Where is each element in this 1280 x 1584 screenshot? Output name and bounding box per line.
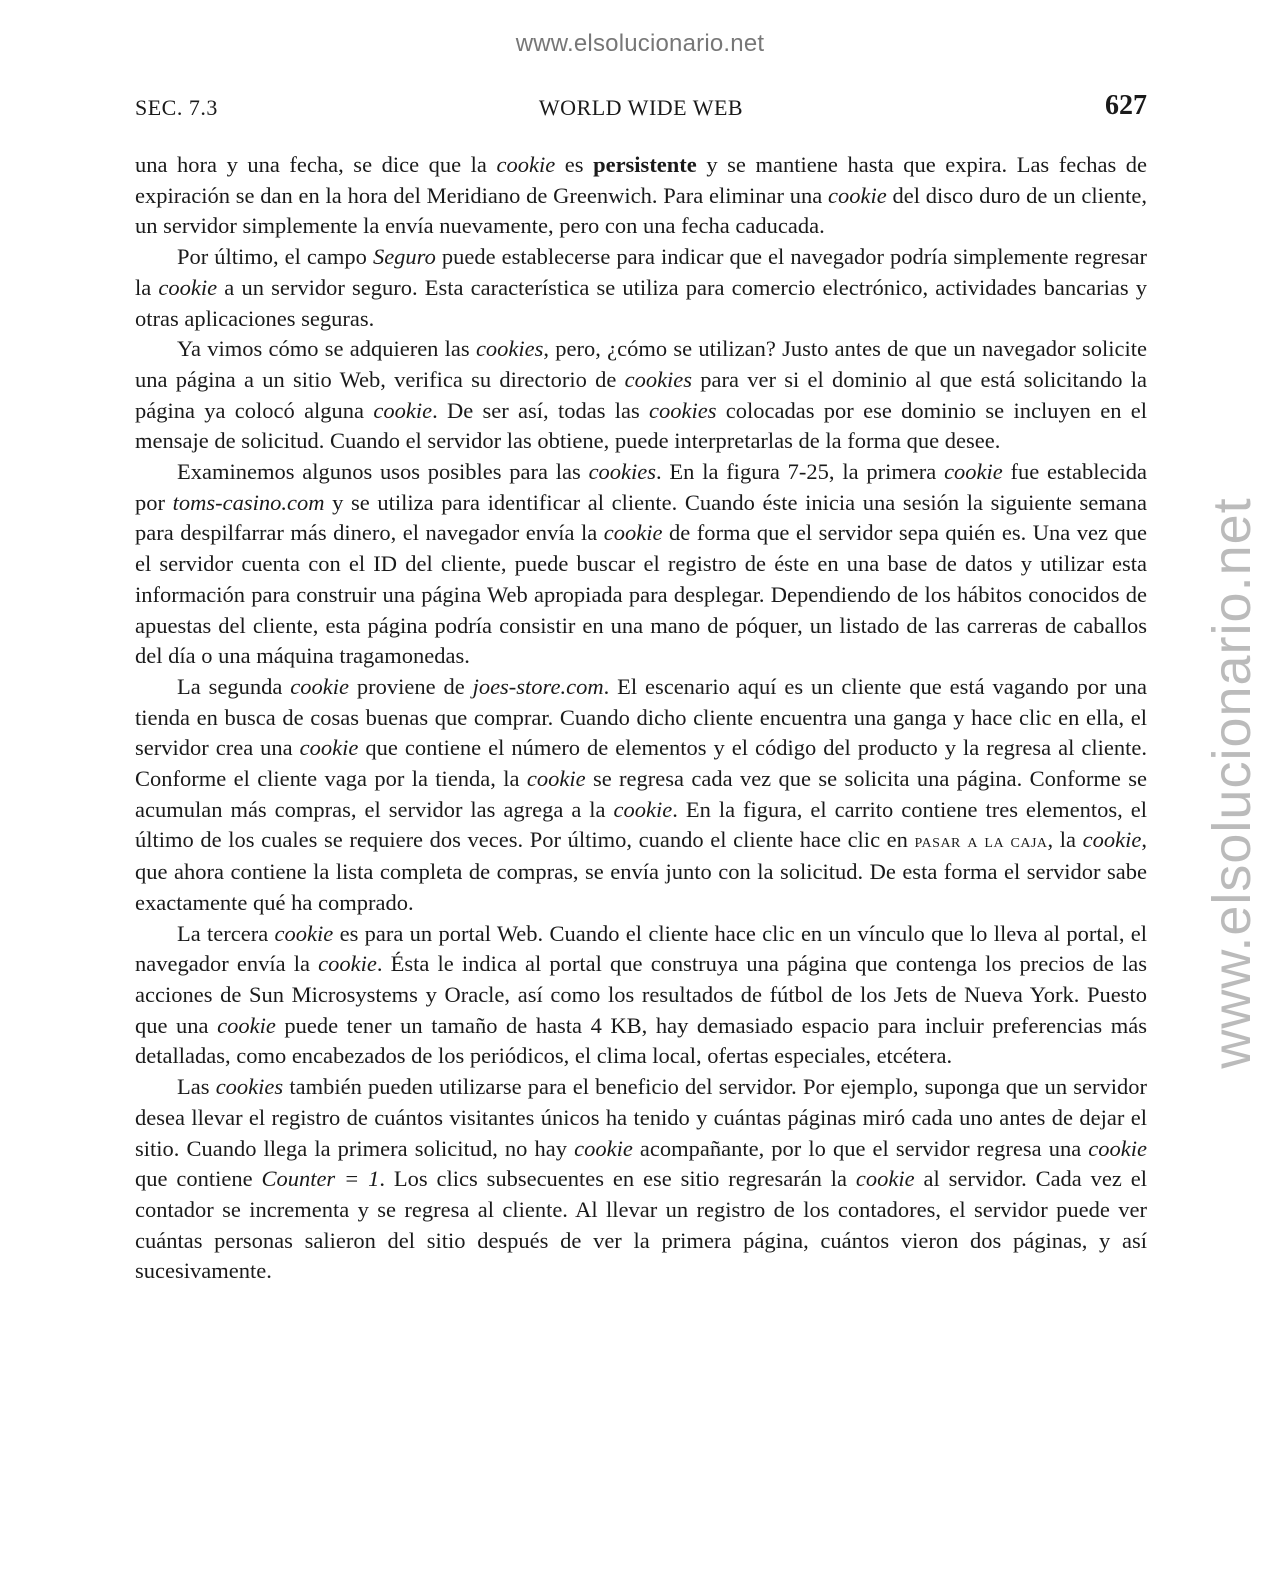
- text-run: colocadas por ese dominio se incluyen en el mensaje de solicitud. Cuando el servidor las obtiene, puede interpretarlas de la forma que desee.: [135, 397, 1147, 454]
- paragraph-p3: [135, 334, 1147, 457]
- text-run: también pueden utilizarse para el beneficio del servidor. Por ejemplo, suponga que un servidor desea llevar el registro de cuántos visitantes únicos ha tenido y cuántas páginas miró cada uno antes de dejar el sitio. Cuando llega la primera solicitud, no hay: [135, 1074, 1147, 1161]
- italic-term: Counter = 1: [261, 1166, 380, 1192]
- italic-term: cookies: [588, 459, 657, 485]
- text-run: . Ésta le indica al portal que construya una página que contenga los precios de las acciones de Sun Microsystems y Oracle, así como los resultados de fútbol de los Jets de Nueva York. Puesto que una: [135, 951, 1147, 1038]
- paragraph-p1: [135, 150, 1147, 242]
- italic-term: cookies: [475, 336, 544, 362]
- text-run: , la: [1047, 827, 1083, 853]
- italic-term: cookie: [1088, 1135, 1147, 1161]
- text-run: una hora y una fecha, se dice que la: [135, 152, 497, 177]
- text-run: acompañante, por lo que el servidor regresa una: [632, 1135, 1089, 1161]
- italic-term: cookie: [373, 397, 433, 423]
- small-caps-term: pasar a la caja: [914, 830, 1048, 853]
- text-run: puede establecerse para indicar que el navegador podría simplemente regresar la: [135, 244, 1147, 300]
- text-run: que contiene el número de elementos y el código del producto y la regresa al cliente. Conforme el cliente vaga por la tienda, la: [135, 735, 1147, 792]
- italic-term: cookie: [613, 796, 673, 822]
- text-run: Ya vimos cómo se adquieren las: [177, 336, 476, 362]
- text-run: , pero, ¿cómo se utilizan? Justo antes de que un navegador solicite una página a un sitio Web, verifica su directorio de: [135, 336, 1147, 392]
- italic-term: cookie: [855, 1166, 915, 1192]
- italic-term: joes-store.com: [472, 673, 604, 699]
- text-run: y se mantiene hasta que expira. Las fechas de expiración se dan en la hora del Meridiano de Greenwich. Para eliminar una: [135, 152, 1147, 208]
- italic-term: cookie: [217, 1012, 276, 1038]
- italic-term: cookie: [1082, 827, 1142, 853]
- italic-term: cookie: [574, 1135, 633, 1161]
- page-number: 627: [1105, 90, 1147, 121]
- text-run: de forma que el servidor sepa quién es. Una vez que el servidor cuenta con el ID del cliente, puede buscar el registro de éste en una base de datos y utilizar esta información para construir una página Web apropiada para desplegar. Dependiendo de los hábitos conocidos de apuestas del cliente, esta página podría consistir en una mano de póquer, un listado de las carreras de caballos del día o una máquina tragamonedas.: [135, 520, 1147, 669]
- chapter-title: WORLD WIDE WEB: [538, 95, 744, 120]
- italic-term: cookie: [158, 274, 218, 300]
- italic-term: cookie: [299, 735, 359, 761]
- text-run: se regresa cada vez que se solicita una página. Conforme se acumulan más compras, el servidor las agrega a la: [135, 766, 1147, 822]
- watermark-side: www.elsolucionario.net: [1202, 497, 1262, 1069]
- text-run: Las: [177, 1074, 216, 1100]
- text-run: del disco duro de un cliente, un servidor simplemente la envía nuevamente, pero con una fecha caducada.: [135, 182, 1147, 239]
- body-text: [135, 150, 1147, 1287]
- text-run: fue establecida por: [135, 459, 1147, 515]
- text-run: La tercera: [177, 920, 275, 946]
- text-run: . En la figura 7-25, la primera: [656, 459, 945, 485]
- text-run: Examinemos algunos usos posibles para las: [177, 459, 589, 485]
- paragraph-p2: [135, 242, 1147, 334]
- italic-term: cookie: [603, 520, 663, 546]
- italic-term: cookies: [624, 366, 693, 392]
- italic-term: cookie: [944, 459, 1003, 485]
- text-run: al servidor. Cada vez el contador se incrementa y se regresa al cliente. Al llevar un registro de los contadores, el servidor puede ver cuántas personas salieron del sitio después de ver la primera página, cuántos vieron dos páginas, y así sucesivamente.: [135, 1166, 1147, 1284]
- text-run: . De ser así, todas las: [432, 397, 650, 423]
- section-label: SEC. 7.3: [135, 95, 218, 120]
- bold-term: persistente: [593, 152, 697, 177]
- text-run: . El escenario aquí es un cliente que está vagando por una tienda en busca de cosas buenas que comprar. Cuando dicho cliente encuentra una ganga y hace clic en ella, el servidor crea una: [135, 673, 1147, 761]
- paragraph-p4: [135, 457, 1147, 672]
- paragraph-p6: [135, 919, 1147, 1073]
- text-run: que contiene: [135, 1166, 262, 1192]
- italic-term: cookie: [274, 920, 334, 946]
- text-run: proviene de: [348, 673, 473, 699]
- italic-term: cookies: [649, 397, 717, 423]
- text-run: es para un portal Web. Cuando el cliente hace clic en un vínculo que lo lleva al portal, el navegador envía la: [135, 920, 1147, 977]
- running-head: [135, 90, 1147, 124]
- text-run: puede tener un tamaño de hasta 4 KB, hay demasiado espacio para incluir preferencias más detalladas, como encabezados de los periódicos, el clima local, ofertas especiales, etcétera.: [135, 1012, 1147, 1069]
- text-run: a un servidor seguro. Esta característica se utiliza para comercio electrónico, actividades bancarias y otras aplicaciones seguras.: [135, 274, 1147, 331]
- italic-term: cookie: [828, 182, 887, 208]
- text-run: , que ahora contiene la lista completa de compras, se envía junto con la solicitud. De esta forma el servidor sabe exactamente qué ha comprado.: [135, 827, 1147, 915]
- text-run: . Los clics subsecuentes en ese sitio regresarán la: [379, 1166, 856, 1192]
- watermark-top: www.elsolucionario.net: [515, 30, 765, 57]
- text-run: es: [555, 152, 594, 177]
- paragraph-p7: [135, 1072, 1147, 1287]
- italic-term: Seguro: [372, 244, 436, 270]
- text-run: y se utiliza para identificar al cliente. Cuando éste inicia una sesión la siguiente semana para despilfarrar más dinero, el navegador envía la: [135, 489, 1147, 546]
- text-run: . En la figura, el carrito contiene tres elementos, el último de los cuales se requiere dos veces. Por último, cuando el cliente hace clic en: [135, 796, 1147, 853]
- italic-term: cookie: [318, 951, 377, 977]
- text-run: La segunda: [177, 673, 291, 699]
- italic-term: cookie: [526, 766, 586, 792]
- text-run: para ver si el dominio al que está solicitando la página ya colocó alguna: [135, 366, 1147, 423]
- italic-term: cookie: [496, 152, 556, 177]
- paragraph-p5: [135, 672, 1147, 919]
- italic-term: cookies: [215, 1074, 284, 1100]
- italic-term: cookie: [290, 673, 349, 699]
- text-run: Por último, el campo: [177, 244, 373, 270]
- italic-term: toms-casino.com: [172, 489, 325, 515]
